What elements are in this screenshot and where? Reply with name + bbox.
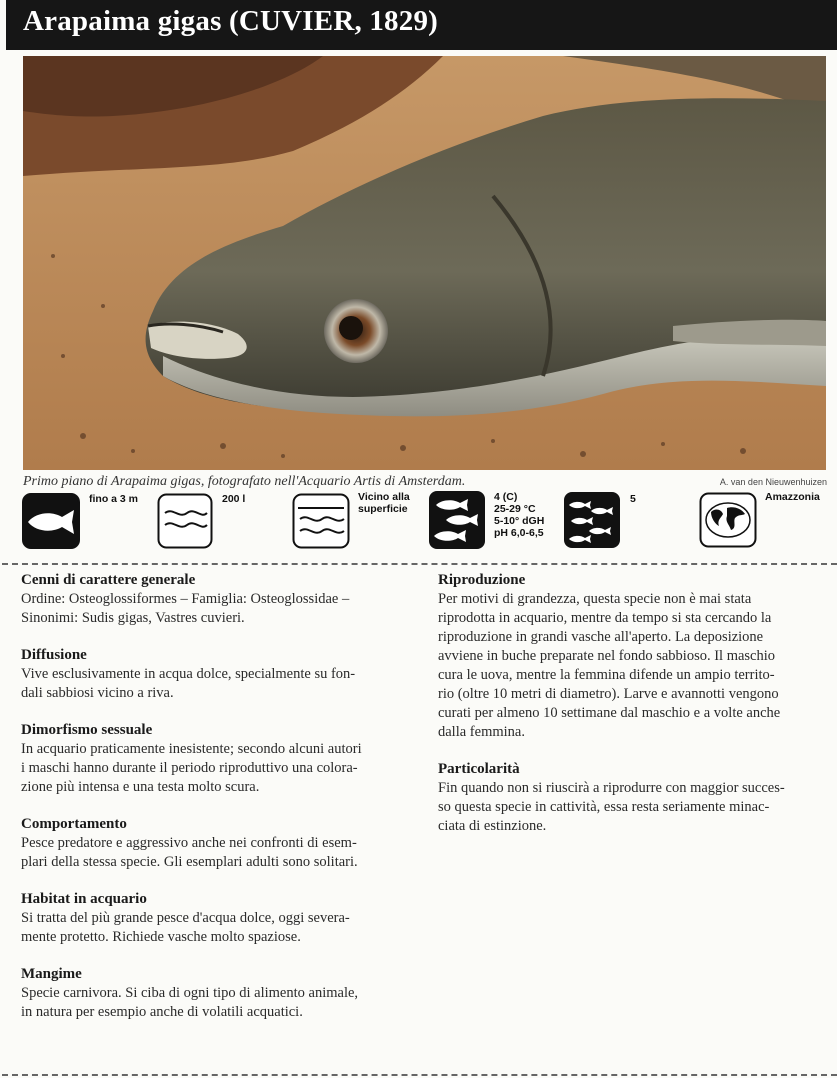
icon-label-line: 200 l xyxy=(222,493,246,505)
text-line: Fin quando non si riuscirà a riprodurre con maggior succes- xyxy=(438,780,785,796)
title-bar xyxy=(6,0,837,50)
icon-label-region xyxy=(765,491,820,503)
icon-label-level xyxy=(358,491,410,515)
divider-top xyxy=(2,563,837,565)
icon-label-line: Vicino alla xyxy=(358,491,410,503)
text-line: curati per almeno 10 settimane dal maschio e a volte anche xyxy=(438,705,781,721)
text-line: Si tratta del più grande pesce d'acqua dolce, oggi severa- xyxy=(21,910,350,926)
icon-label-line: 25-29 °C xyxy=(494,503,536,515)
icon-label-line: 5 xyxy=(630,493,636,505)
icon-label-line: pH 6,0-6,5 xyxy=(494,527,544,539)
text-line: dali sabbiosi vicino a riva. xyxy=(21,685,174,701)
section-heading: Cenni di carattere generale xyxy=(21,572,196,588)
section-dimorphism xyxy=(21,721,413,797)
section-behavior xyxy=(21,815,413,872)
text-line: i maschi hanno durante il periodo riproduttivo una colora- xyxy=(21,760,358,776)
left-column xyxy=(21,571,413,1040)
section-text xyxy=(21,740,413,797)
section-heading: Habitat in acquario xyxy=(21,891,147,907)
photo-credit: A. van den Nieuwenhuizen xyxy=(719,477,827,487)
section-text xyxy=(438,779,830,836)
section-peculiarity xyxy=(438,760,830,836)
text-line: Sinonimi: Sudis gigas, Vastres cuvieri. xyxy=(21,610,245,626)
section-heading: Dimorfismo sessuale xyxy=(21,722,153,738)
text-line: zione più intensa e una testa molto scura. xyxy=(21,779,260,795)
fish-photo xyxy=(23,56,826,470)
section-heading: Particolarità xyxy=(438,761,520,777)
world-map-icon xyxy=(699,492,757,553)
text-line: dalla femmina. xyxy=(438,724,525,740)
section-text xyxy=(438,590,830,742)
text-line: Specie carnivora. Si ciba di ogni tipo di alimento animale, xyxy=(21,985,359,1001)
text-line: rio (oltre 10 metri di diametro). Larve e avannotti vengono xyxy=(438,686,779,702)
text-line: riprodotta in acquario, mentre da tempo si sta cercando la xyxy=(438,610,772,626)
icon-label-count xyxy=(630,493,636,505)
tank-volume-icon xyxy=(157,493,213,554)
text-line: cura le uova, mentre la femmina difende un ampio territo- xyxy=(438,667,775,683)
section-heading: Mangime xyxy=(21,966,82,982)
section-distribution xyxy=(21,646,413,703)
fish-group-icon xyxy=(563,491,621,554)
text-line: Per motivi di grandezza, questa specie non è mai stata xyxy=(438,591,752,607)
section-heading: Comportamento xyxy=(21,816,127,832)
icon-label-line: 5-10° dGH xyxy=(494,515,545,527)
icon-label-water xyxy=(494,491,544,539)
section-heading: Riproduzione xyxy=(438,572,526,588)
icon-label-line: Amazzonia xyxy=(765,491,820,503)
icon-label-line: 4 (C) xyxy=(494,491,518,503)
section-reproduction xyxy=(438,571,830,742)
water-level-icon xyxy=(292,493,350,554)
text-line: ciata di estinzione. xyxy=(438,818,547,834)
text-line: Vive esclusivamente in acqua dolce, specialmente su fon- xyxy=(21,666,356,682)
section-heading: Diffusione xyxy=(21,647,87,663)
icon-label-volume xyxy=(222,493,245,505)
divider-bottom xyxy=(2,1074,837,1076)
text-line: in natura per esempio anche di volatili acquatici. xyxy=(21,1004,303,1020)
section-habitat xyxy=(21,890,413,947)
icon-label-size xyxy=(89,493,138,505)
icon-label-line: fino a 3 m xyxy=(89,493,139,505)
section-food xyxy=(21,965,413,1022)
text-line: mente protetto. Richiede vasche molto spaziose. xyxy=(21,929,301,945)
section-text xyxy=(21,984,413,1022)
text-line: so questa specie in cattività, essa resta seriamente minac- xyxy=(438,799,770,815)
fish-size-icon xyxy=(22,493,80,554)
text-line: riproduzione in grandi vasche all'aperto. La deposizione xyxy=(438,629,764,645)
section-text xyxy=(21,665,413,703)
right-column xyxy=(438,571,830,854)
text-line: avviene in buche preparate nel fondo sabbioso. Il maschio xyxy=(438,648,776,664)
text-line: Pesce predatore e aggressivo anche nei confronti di esem- xyxy=(21,835,357,851)
text-line: Ordine: Osteoglossiformes – Famiglia: Osteoglossidae – xyxy=(21,591,350,607)
section-text xyxy=(21,590,413,628)
page-title: Arapaima gigas (CUVIER, 1829) xyxy=(23,5,439,37)
text-line: plari della stessa specie. Gli esemplari adulti sono solitari. xyxy=(21,854,358,870)
fish-school-icon xyxy=(428,490,486,555)
section-text xyxy=(21,909,413,947)
icon-label-line: superficie xyxy=(358,503,408,515)
section-text xyxy=(21,834,413,872)
photo-caption: Primo piano di Arapaima gigas, fotografato nell'Acquario Artis di Amsterdam. xyxy=(23,474,466,489)
section-general xyxy=(21,571,413,628)
text-line: In acquario praticamente inesistente; secondo alcuni autori xyxy=(21,741,362,757)
